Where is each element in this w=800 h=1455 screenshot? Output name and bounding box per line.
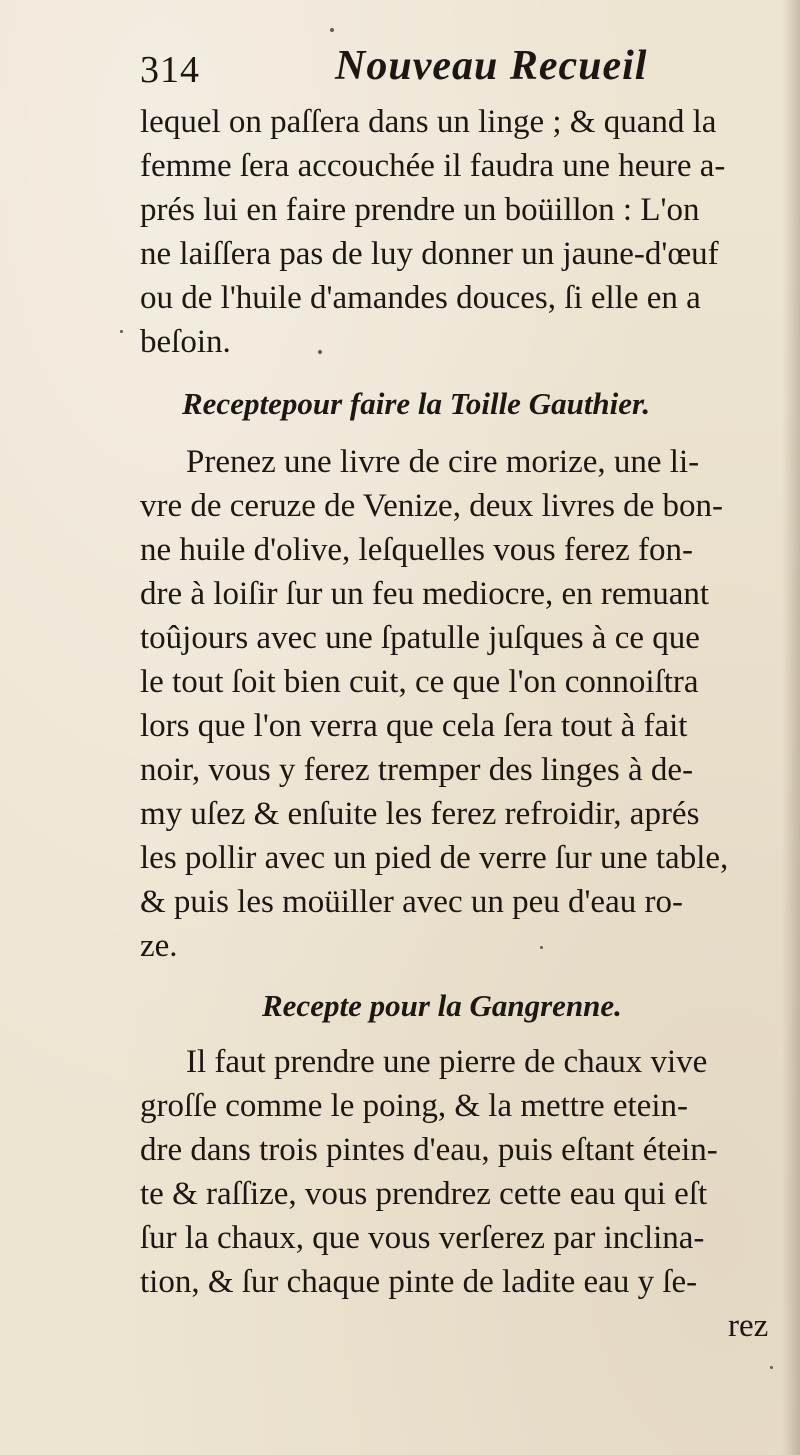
text-line: Il faut prendre une pierre de chaux vive	[186, 1044, 708, 1080]
text-line: ne huile d'olive, leſquelles vous ferez fon-	[140, 532, 694, 568]
text-line: vre de ceruze de Venize, deux livres de bon-	[140, 488, 724, 524]
catchword: rez	[728, 1308, 769, 1344]
text-line: tion, & ſur chaque pinte de ladite eau y ſe-	[140, 1264, 698, 1300]
recipe-heading-gangrenne: Recepte pour la Gangrenne.	[262, 988, 622, 1023]
text-line: lequel on paſſera dans un linge ; & quand la	[140, 104, 717, 140]
paper-speck	[330, 28, 334, 32]
text-line: groſſe comme le poing, & la mettre etein-	[140, 1088, 688, 1124]
page-header	[140, 42, 700, 102]
paper-speck	[120, 330, 123, 333]
text-line: beſoin.	[140, 324, 231, 360]
text-line: my uſez & enſuite les ferez refroidir, aprés	[140, 796, 700, 832]
text-line: le tout ſoit bien cuit, ce que l'on connoiſtra	[140, 664, 699, 700]
text-line: te & raſſize, vous prendrez cette eau qui eſt	[140, 1176, 708, 1212]
text-line: ou de l'huile d'amandes douces, ſi elle en a	[140, 280, 701, 316]
text-line: lors que l'on verra que cela ſera tout à fait	[140, 708, 688, 744]
text-line: dre à loiſir ſur un feu mediocre, en remuant	[140, 576, 710, 612]
text-line: ze.	[140, 928, 178, 964]
page-number: 314	[140, 49, 200, 91]
text-line: Prenez une livre de cire morize, une li-	[186, 444, 700, 480]
text-line: noir, vous y ferez tremper des linges à de-	[140, 752, 694, 788]
running-title: Nouveau Recueil	[335, 43, 648, 89]
paper-speck	[540, 946, 543, 949]
recipe-heading-toille: Receptepour faire la Toille Gauthier.	[182, 386, 651, 421]
text-line: femme ſera accouchée il faudra une heure a-	[140, 148, 726, 184]
text-line: les pollir avec un pied de verre ſur une table,	[140, 840, 729, 876]
text-line: ſur la chaux, que vous verſerez par inclina-	[140, 1220, 705, 1256]
text-line: & puis les moüiller avec un peu d'eau ro-	[140, 884, 683, 920]
text-line: ne laiſſera pas de luy donner un jaune-d'œuf	[140, 236, 719, 272]
page-edge-shadow	[782, 0, 800, 1455]
text-line: dre dans trois pintes d'eau, puis eſtant étein-	[140, 1132, 718, 1168]
text-line: toûjours avec une ſpatulle juſques à ce que	[140, 620, 700, 656]
paper-speck	[770, 1366, 773, 1369]
text-line: prés lui en faire prendre un boüillon : L'on	[140, 192, 700, 228]
paper-speck	[318, 350, 322, 354]
